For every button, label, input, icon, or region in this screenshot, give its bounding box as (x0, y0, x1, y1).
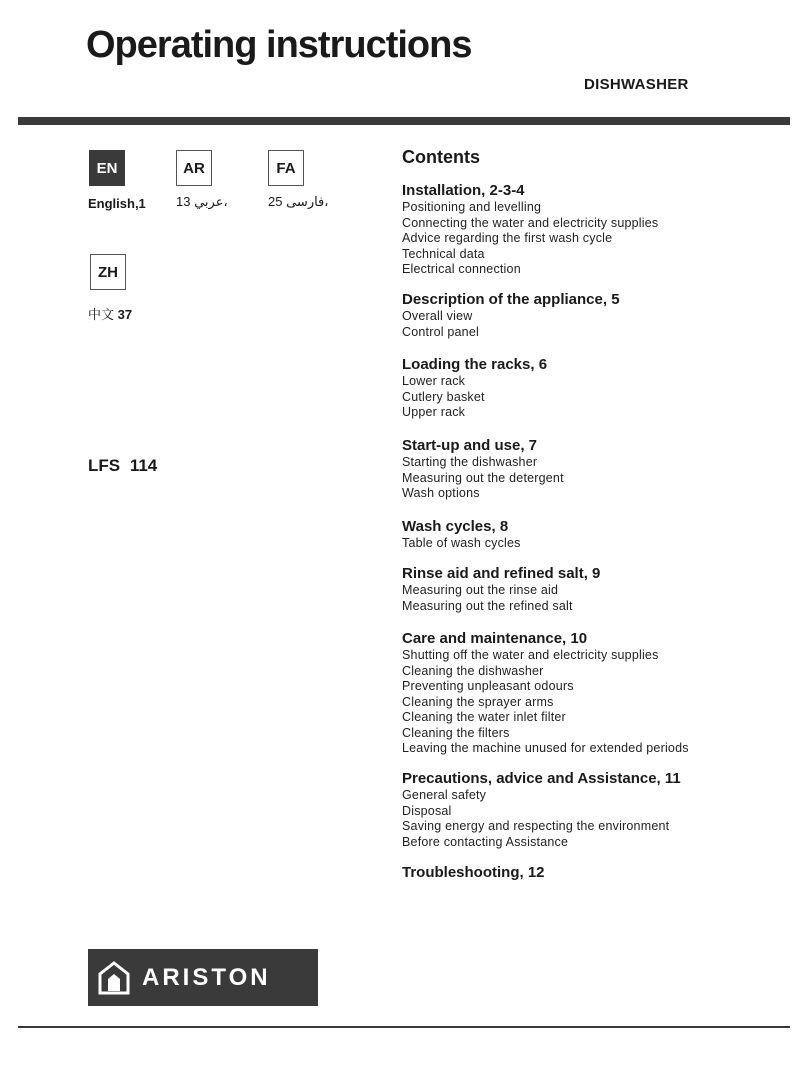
toc-item[interactable]: Before contacting Assistance (402, 834, 569, 849)
toc-item[interactable]: Technical data (402, 246, 485, 261)
toc-item[interactable]: Leaving the machine unused for extended periods (402, 741, 689, 755)
toc-item[interactable]: Electrical connection (402, 262, 521, 276)
toc-item[interactable]: Advice regarding the first wash cycle (402, 231, 613, 245)
ariston-logo (88, 949, 318, 1006)
toc-item[interactable]: Measuring out the refined salt (402, 598, 573, 613)
house-icon (98, 961, 130, 995)
toc-item[interactable]: Wash options (402, 486, 480, 500)
toc-section-care (402, 629, 782, 757)
toc-heading[interactable]: Troubleshooting, 12 (402, 864, 545, 881)
toc-item[interactable]: Table of wash cycles (402, 536, 521, 550)
page-title: Operating instructions (86, 24, 472, 66)
toc-item[interactable]: Cleaning the sprayer arms (402, 694, 554, 709)
toc-item[interactable]: Measuring out the rinse aid (402, 583, 559, 597)
toc-item[interactable]: Connecting the water and electricity supplies (402, 215, 659, 230)
toc-item[interactable]: Upper rack (402, 405, 466, 419)
toc-item[interactable]: Measuring out the detergent (402, 470, 564, 485)
toc-heading[interactable]: Wash cycles, 8 (402, 518, 509, 535)
brand-name: ARISTON (142, 963, 271, 991)
toc-section-startup (402, 436, 782, 502)
toc-item[interactable]: Cutlery basket (402, 389, 485, 404)
model-number: LFS 114 (88, 456, 158, 475)
toc-item[interactable]: Cleaning the water inlet filter (402, 710, 566, 724)
toc-item[interactable]: Starting the dishwasher (402, 455, 538, 469)
toc-item[interactable]: Cleaning the dishwasher (402, 663, 544, 678)
toc-item[interactable]: Cleaning the filters (402, 725, 510, 740)
toc-section-installation (402, 181, 782, 278)
toc-item[interactable]: Disposal (402, 803, 452, 818)
toc-heading[interactable]: Description of the appliance, 5 (402, 291, 620, 308)
toc-heading[interactable]: Loading the racks, 6 (402, 356, 548, 373)
header-divider (18, 117, 790, 125)
toc-section-loading (402, 355, 782, 421)
toc-item[interactable]: Overall view (402, 309, 473, 323)
toc-item[interactable]: Lower rack (402, 374, 466, 388)
toc-heading[interactable]: Rinse aid and refined salt, 9 (402, 565, 601, 582)
toc-section-troubleshooting (402, 863, 782, 882)
lang-en-label: English,1 (88, 196, 146, 211)
lang-fa-box[interactable]: FA (268, 150, 304, 186)
footer-divider (18, 1026, 790, 1028)
toc-item[interactable]: Positioning and levelling (402, 200, 542, 214)
toc-section-description (402, 290, 782, 340)
lang-zh-label: 中文 37 (88, 307, 133, 322)
lang-en-box[interactable]: EN (89, 150, 125, 186)
toc-section-rinse-aid (402, 564, 782, 614)
toc-item[interactable]: General safety (402, 788, 487, 802)
toc-item[interactable]: Control panel (402, 324, 479, 339)
toc-heading[interactable]: Start-up and use, 7 (402, 437, 538, 454)
toc-item[interactable]: Shutting off the water and electricity supplies (402, 648, 659, 662)
lang-zh-box[interactable]: ZH (90, 254, 126, 290)
lang-ar-label: 13 عربي، (176, 194, 228, 209)
lang-ar-box[interactable]: AR (176, 150, 212, 186)
toc-item[interactable]: Preventing unpleasant odours (402, 679, 574, 693)
contents-title: Contents (402, 147, 480, 167)
toc-section-wash-cycles (402, 517, 782, 552)
toc-heading[interactable]: Precautions, advice and Assistance, 11 (402, 770, 681, 787)
toc-heading[interactable]: Care and maintenance, 10 (402, 630, 588, 647)
lang-fa-label: 25 فارسی، (268, 194, 329, 209)
toc-item[interactable]: Saving energy and respecting the environment (402, 819, 670, 833)
toc-section-precautions (402, 769, 782, 850)
product-type: DISHWASHER (584, 76, 689, 93)
toc-heading[interactable]: Installation, 2-3-4 (402, 182, 525, 199)
